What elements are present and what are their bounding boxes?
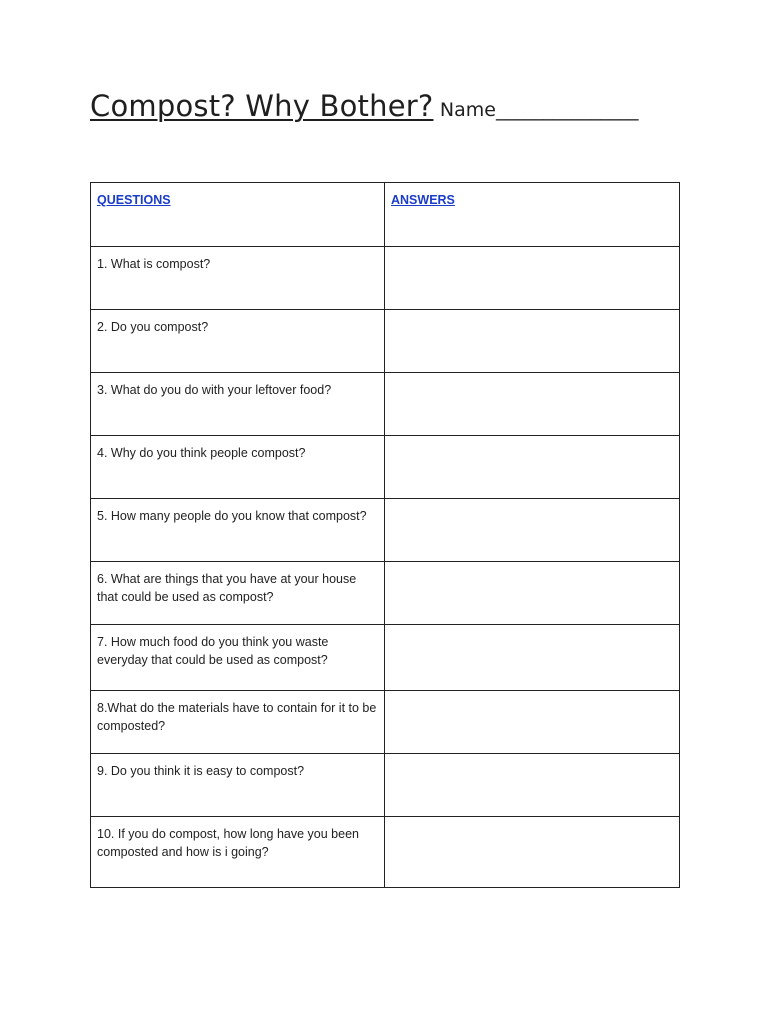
table-row [91,499,680,562]
answer-cell[interactable] [385,625,680,691]
answers-header: ANSWERS [391,193,455,207]
answer-cell[interactable] [385,310,680,373]
answer-cell[interactable] [385,373,680,436]
question-cell: 7. How much food do you think you waste everyday that could be used as compost? [91,625,385,691]
answer-cell[interactable] [385,754,680,817]
answer-cell[interactable] [385,817,680,888]
name-field-label[interactable]: Name_______________ [439,99,639,121]
question-cell: 3. What do you do with your leftover food? [91,373,385,436]
table-row [91,562,680,625]
answer-cell[interactable] [385,562,680,625]
title-row [90,89,639,123]
question-cell: 1. What is compost? [91,247,385,310]
question-cell: 6. What are things that you have at your house that could be used as compost? [91,562,385,625]
questions-table [90,182,680,888]
question-cell: 2. Do you compost? [91,310,385,373]
answer-cell[interactable] [385,436,680,499]
table-row [91,691,680,754]
question-cell: 5. How many people do you know that compost? [91,499,385,562]
questions-header-cell [91,183,385,247]
page-title: Compost? Why Bother? [90,89,434,123]
table-row [91,436,680,499]
table-row [91,310,680,373]
table-row [91,247,680,310]
question-cell: 4. Why do you think people compost? [91,436,385,499]
answer-cell[interactable] [385,499,680,562]
table-row [91,754,680,817]
question-cell: 8.What do the materials have to contain for it to be composted? [91,691,385,754]
questions-header: QUESTIONS [97,193,171,207]
table-row [91,817,680,888]
table-row [91,373,680,436]
question-cell: 10. If you do compost, how long have you been composted and how is i going? [91,817,385,888]
table-row [91,625,680,691]
answer-cell[interactable] [385,247,680,310]
answers-header-cell [385,183,680,247]
question-cell: 9. Do you think it is easy to compost? [91,754,385,817]
table-header-row [91,183,680,247]
answer-cell[interactable] [385,691,680,754]
